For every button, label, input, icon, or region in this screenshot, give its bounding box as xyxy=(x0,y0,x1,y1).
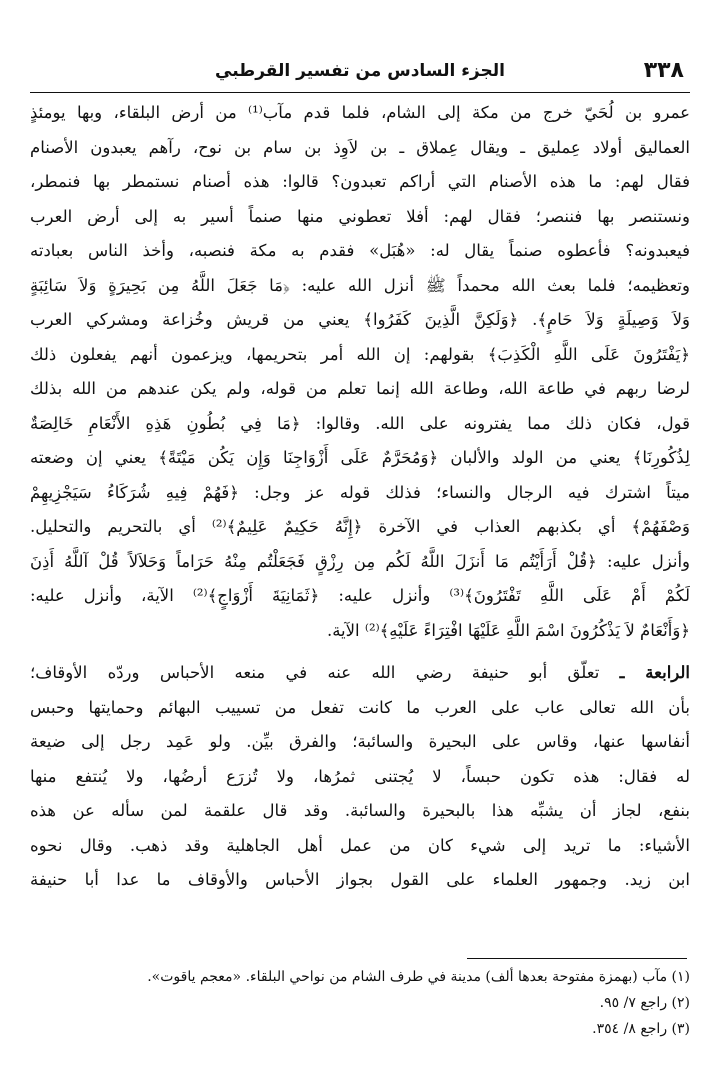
text-line: العماليق أولاد عِمليق ـ ويقال عِملاق ـ بن لاَوِذ بن سام بن نوح، رآهم يعبدون الأصنام xyxy=(30,137,690,157)
text-line: وَلاَ وَصِيلَةٍ وَلاَ حَامٍ﴾. ﴿وَلَكِنَّ الَّذِينَ كَفَرُوا﴾ يعني من قريش وخُزاعة ومشركي العرب xyxy=(30,310,690,329)
text-span: تعلّق أبو حنيفة رضي الله عنه في منعه الأحباس وردّه الأوقاف؛ xyxy=(30,663,600,682)
text-line: ﴿وَأَنْعَامٌ لاَ يَذْكُرُونَ اسْمَ اللَّهِ عَلَيْهَا افْتِرَاءً عَلَيْهِ﴾⁽²⁾ الآية. xyxy=(326,620,690,640)
text-line: ﴿يَفْتَرُونَ عَلَى اللَّهِ الْكَذِبَ﴾ بقولهم: إن الله أمر بتحريمها، ويزعمون أنهم يفعلون ذلك xyxy=(30,344,690,364)
text-line: فقال لهم: ما هذه الأصنام التي أراكم تعبدون؟ قالوا: هذه أصنام نستمطر بها فنمطر، xyxy=(30,172,690,191)
text-line: الأشياء: ما تريد إلى شيء كان من عمل أهل الجاهلية وقد ذهب. وقال نحوه xyxy=(30,835,690,855)
text-line: له فقال: هذه تكون حبساً، لا يُجتنى ثمرُها، ولا تُزرَع أرضُها، ولا يُنتفع منها xyxy=(30,766,690,786)
footnote-1: (١) مآب (بهمزة مفتوحة بعدها ألف) مدينة في طرف الشام من نواحي البلقاء. «معجم ياقوت». xyxy=(147,969,690,985)
text-line: ابن زيد. وجمهور العلماء على القول بجواز الأحباس والأوقاف ما عدا أبا حنيفة xyxy=(30,870,690,889)
text-line: لرضا ربهم في طاعة الله، وطاعة الله إنما تعلم من قوله، ولم يكن عندهم من الله بذلك xyxy=(30,379,690,398)
footnote-divider xyxy=(467,958,687,959)
text-line: عمرو بن لُحَيّ خرج من مكة إلى الشام، فلما قدم مآب⁽¹⁾ من أرض البلقاء، وبها يومئذٍ xyxy=(30,103,690,122)
page-number: ٣٣٨ xyxy=(643,58,684,83)
text-line: ميتاً اشترك فيه الرجال والنساء؛ فذلك قوله عز وجل: ﴿فَهُمْ فِيهِ شُرَكَاءُ سَيَجْزِيهِمْ xyxy=(30,482,690,502)
section-lead-label: الرابعة ـ xyxy=(619,663,690,682)
footnotes xyxy=(30,964,690,1042)
text-line: وَصْفَهُمْ﴾ أي بكذبهم العذاب في الآخرة ﴿إِنَّهُ حَكِيمٌ عَلِيمٌ﴾⁽²⁾ أي بالتحريم والتحليل. xyxy=(30,517,690,536)
running-title: الجزء السادس من تفسير القرطبي xyxy=(215,61,505,81)
text-line: وأنزل عليه: ﴿قُلْ أَرَأَيْتُم مَا أَنزَلَ اللَّهُ لَكُم مِن رِزْقٍ فَجَعَلْتُم مِنْهُ حَرَاماً وَحَلاَلاً قُلْ آللَّهُ أَذِنَ xyxy=(30,551,690,571)
page-header xyxy=(30,58,690,93)
text-line: بأن الله تعالى عاب على العرب ما كانت تفعل من تسييب البهائم وحمايتها وحبس xyxy=(30,697,690,717)
text-line: بنفع، لجاز أن يشبِّه هذا بالبحيرة والسائبة. وقد قال علقمة لمن سأله عن هذه xyxy=(30,801,690,820)
footnote-2: (٢) راجع ٧/ ٩٥. xyxy=(599,995,690,1011)
text-line: لَكُمْ أَمْ عَلَى اللَّهِ تَفْتَرُونَ﴾⁽³⁾ وأنزل عليه: ﴿ثَمَانِيَةَ أَزْوَاجٍ﴾⁽²⁾ الآية، وأنزل عليه: xyxy=(30,586,690,605)
footnote-3: (٣) راجع ٨/ ٣٥٤. xyxy=(592,1021,690,1037)
text-line: فيعبدونه؟ فأعطوه صنماً يقال له: «هُبَل» فقدم به مكة فنصبه، وأخذ الناس بعبادته xyxy=(30,241,690,260)
text-line: أنفاسها عنها، وقاس على البحيرة والسائبة؛ والفرق بيِّن. ولو عَمِد رجل إلى ضيعة xyxy=(30,732,690,751)
text-line: قول، فكان ذلك مما يفترونه على الله. وقالوا: ﴿مَا فِي بُطُونِ هَذِهِ الأَنْعَامِ خَالِصَةٌ xyxy=(30,413,690,433)
text-line: ونستنصر بها فننصر؛ فقال لهم: أفلا تعطوني منها صنماً أسير به إلى أرض العرب xyxy=(30,206,690,226)
text-line: وتعظيمه؛ فلما بعث الله محمداً ﷺ أنزل الله عليه: ﴿مَا جَعَلَ اللَّهُ مِن بَحِيرَةٍ وَلاَ سَائِبَةٍ xyxy=(30,275,690,295)
main-text xyxy=(30,96,690,898)
text-line: لِذُكُورِنَا﴾ يعني من الولد والألبان ﴿وَمُحَرَّمٌ عَلَى أَزْوَاجِنَا وَإِن يَكُن مَيْتَةً﴾ يعني إن وضعته xyxy=(30,448,690,467)
paragraph-four-first-line xyxy=(30,656,690,691)
